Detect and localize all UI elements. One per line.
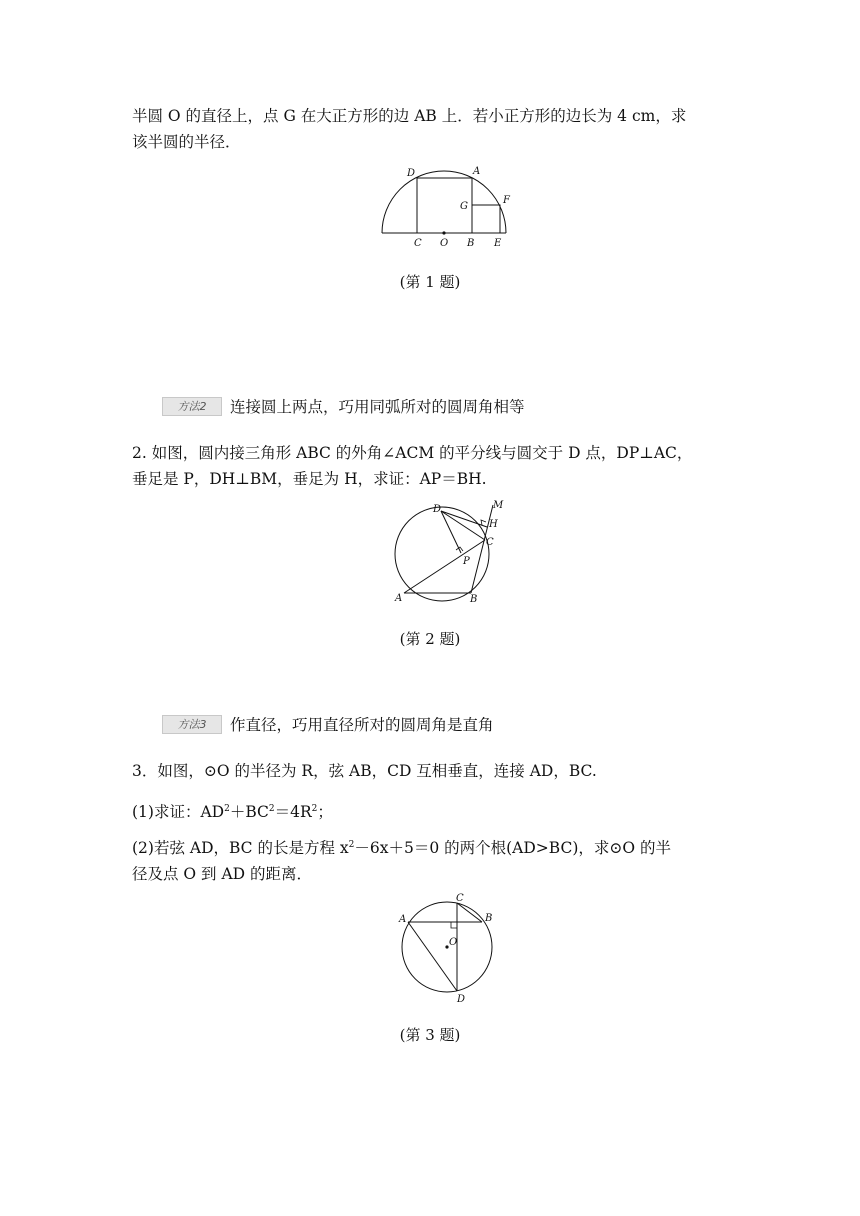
q3-part1-sup3: 2 [311,804,318,814]
q3-part1 [132,796,742,825]
q1-text-line1: 半圆 O 的直径上，点 G 在大正方形的边 AB 上．若小正方形的边长为 4 cm，求 [132,107,687,125]
fig3-label-C: C [456,893,464,904]
q2-text [132,440,742,492]
q3-part1-sup2: 2 [268,804,275,814]
q3-part1-sup1: 2 [224,804,230,814]
fig2-label-B: B [470,594,478,605]
q1-text-line2: 该半圆的半径． [132,133,241,151]
fig1-label-B: B [467,238,475,249]
fig3-label-B: B [485,913,493,924]
fig3-label-O: O [449,937,458,948]
fig1-label-D: D [407,168,416,179]
figure-3-caption: (第 3 题) [399,1026,461,1044]
method-2-tag: 方法2 [162,397,222,416]
q3-part2-a: (2)若弦 AD，BC 的长是方程 x [132,839,349,858]
q2-text-line2: 垂足是 P，DH⊥BM，垂足为 H，求证：AP＝BH. [132,470,487,488]
method-2-title: 连接圆上两点，巧用同弧所对的圆周角相等 [230,398,525,416]
fig2-label-P: P [463,556,470,567]
fig3-label-A: A [399,914,407,925]
fig1-label-O: O [440,238,449,249]
method-2-header [162,395,525,417]
fig1-label-F: F [503,195,510,206]
q1-text [132,103,742,155]
figure-1-caption: (第 1 题) [399,273,461,291]
method-3-tag: 方法3 [162,715,222,734]
q3-part2-sup: 2 [348,840,355,850]
fig3-label-D: D [457,994,466,1005]
fig1-label-C: C [414,238,422,249]
figure-1 [370,160,520,255]
q3-part2-c: －6x＋5＝0 的两个根(AD>BC)，求⊙O 的半 [354,839,671,858]
q3-part1-a: (1)求证：AD [132,803,225,822]
figure-3 [390,888,510,1008]
figure-2 [385,500,515,610]
q3-part1-c: ＋BC [229,803,269,822]
method-3-title: 作直径，巧用直径所对的圆周角是直角 [230,716,494,734]
q3-part2 [132,832,742,887]
fig2-label-D: D [433,504,442,515]
method-3-header [162,713,494,735]
q3-part1-e: ＝4R [274,803,312,822]
figure-2-caption: (第 2 题) [399,630,461,648]
q3-text-line1: 3．如图，⊙O 的半径为 R，弦 AB，CD 互相垂直，连接 AD，BC. [132,762,597,780]
q3-part1-g: ； [317,803,333,822]
fig1-label-A: A [473,166,481,177]
fig2-label-A: A [395,593,403,604]
q2-text-line1: 2. 如图，圆内接三角形 ABC 的外角∠ACM 的平分线与圆交于 D 点，DP⊥AC， [132,444,693,462]
fig1-label-E: E [494,238,502,249]
q3-part2-line2: 径及点 O 到 AD 的距离． [132,865,313,884]
fig2-label-M: M [493,500,504,511]
q3-text [132,758,742,784]
fig2-label-C: C [486,537,494,548]
fig1-label-G: G [460,201,468,212]
fig2-label-H: H [489,519,498,530]
